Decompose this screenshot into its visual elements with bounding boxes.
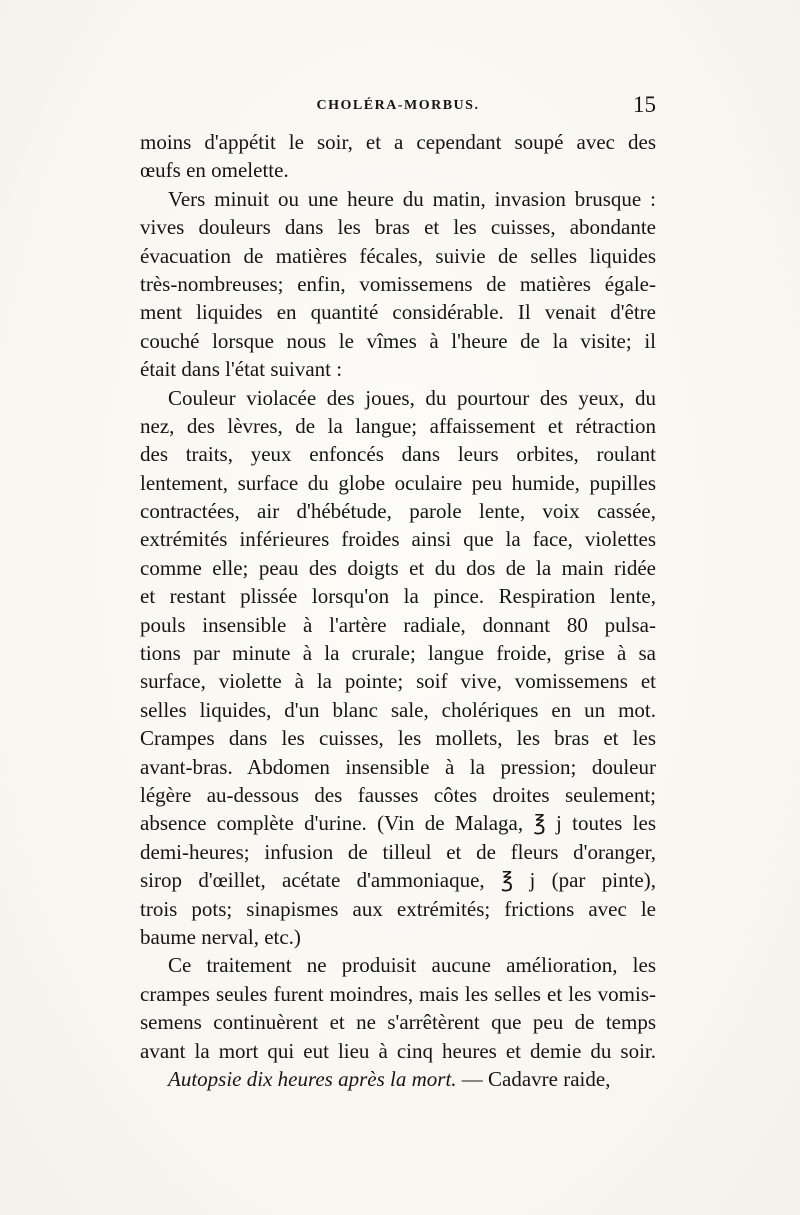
text-line: légère au-dessous des fausses côtes droites seulement;: [140, 782, 656, 807]
text-line: tions par minute à la crurale; langue froide, grise à sa: [140, 641, 656, 666]
text-line: était dans l'état suivant :: [140, 357, 343, 382]
text-line: et restant plissée lorsqu'on la pince. Respiration lente,: [140, 584, 656, 609]
text-line: pouls insensible à l'artère radiale, donnant 80 pulsa-: [140, 612, 656, 637]
page-number: 15: [633, 92, 656, 117]
text-line: Couleur violacée des joues, du pourtour des yeux, du: [168, 385, 656, 410]
text-line: ment liquides en quantité considérable. Il venait d'être: [140, 300, 656, 325]
autopsy-heading: Autopsie dix heures après la mort.: [168, 1066, 457, 1091]
text-line: demi-heures; infusion de tilleul et de fleurs d'oranger,: [140, 839, 656, 864]
text-line: baume nerval, etc.): [140, 924, 301, 949]
text-line: extrémités inférieures froides ainsi que la face, violettes: [140, 527, 656, 552]
text-line: nez, des lèvres, de la langue; affaissement et rétraction: [140, 413, 656, 438]
text-line: semens continuèrent et ne s'arrêtèrent que peu de temps: [140, 1010, 656, 1035]
text-line: œufs en omelette.: [140, 158, 289, 183]
text-line: comme elle; peau des doigts et du dos de la main ridée: [140, 555, 656, 580]
text-line: contractées, air d'hébétude, parole lente, voix cassée,: [140, 499, 656, 524]
text-line: crampes seules furent moindres, mais les selles et les vomis-: [140, 981, 656, 1006]
text-line: moins d'appétit le soir, et a cependant soupé avec des: [140, 130, 656, 154]
running-title: CHOLÉRA-MORBUS.: [316, 98, 480, 113]
text-line: évacuation de matières fécales, suivie de selles liquides: [140, 243, 656, 268]
text-line: trois pots; sinapismes aux extrémités; frictions avec le: [140, 896, 656, 921]
text-line: [140, 1065, 656, 1093]
text-line: vives douleurs dans les bras et les cuisses, abondante: [140, 215, 656, 240]
text-line: des traits, yeux enfoncés dans leurs orbites, roulant: [140, 442, 656, 467]
text-line: couché lorsque nous le vîmes à l'heure de la visite; il: [140, 328, 656, 353]
text-line: lentement, surface du globe oculaire peu humide, pupilles: [140, 470, 656, 495]
text-line: très-nombreuses; enfin, vomissemens de matières égale-: [140, 271, 656, 296]
text-line: avant-bras. Abdomen insensible à la pression; douleur: [140, 754, 656, 779]
body-text: [140, 128, 656, 1093]
text-line: Ce traitement ne produisit aucune amélioration, les: [168, 953, 656, 978]
text-line: avant la mort qui eut lieu à cinq heures et demie du soir.: [140, 1038, 656, 1063]
text-line: selles liquides, d'un blanc sale, cholériques en un mot.: [140, 697, 656, 722]
text-line: surface, violette à la pointe; soif vive, vomissemens et: [140, 669, 656, 694]
page-header: [140, 92, 656, 128]
text-line: Vers minuit ou une heure du matin, invasion brusque :: [168, 186, 656, 211]
text-line: absence complète d'urine. (Vin de Malaga, ℥ j toutes les: [140, 811, 656, 836]
text-line: sirop d'œillet, acétate d'ammoniaque, ℥ j (par pinte),: [140, 868, 656, 893]
text-line: Crampes dans les cuisses, les mollets, les bras et les: [140, 726, 656, 751]
autopsy-text: — Cadavre raide,: [456, 1066, 611, 1091]
